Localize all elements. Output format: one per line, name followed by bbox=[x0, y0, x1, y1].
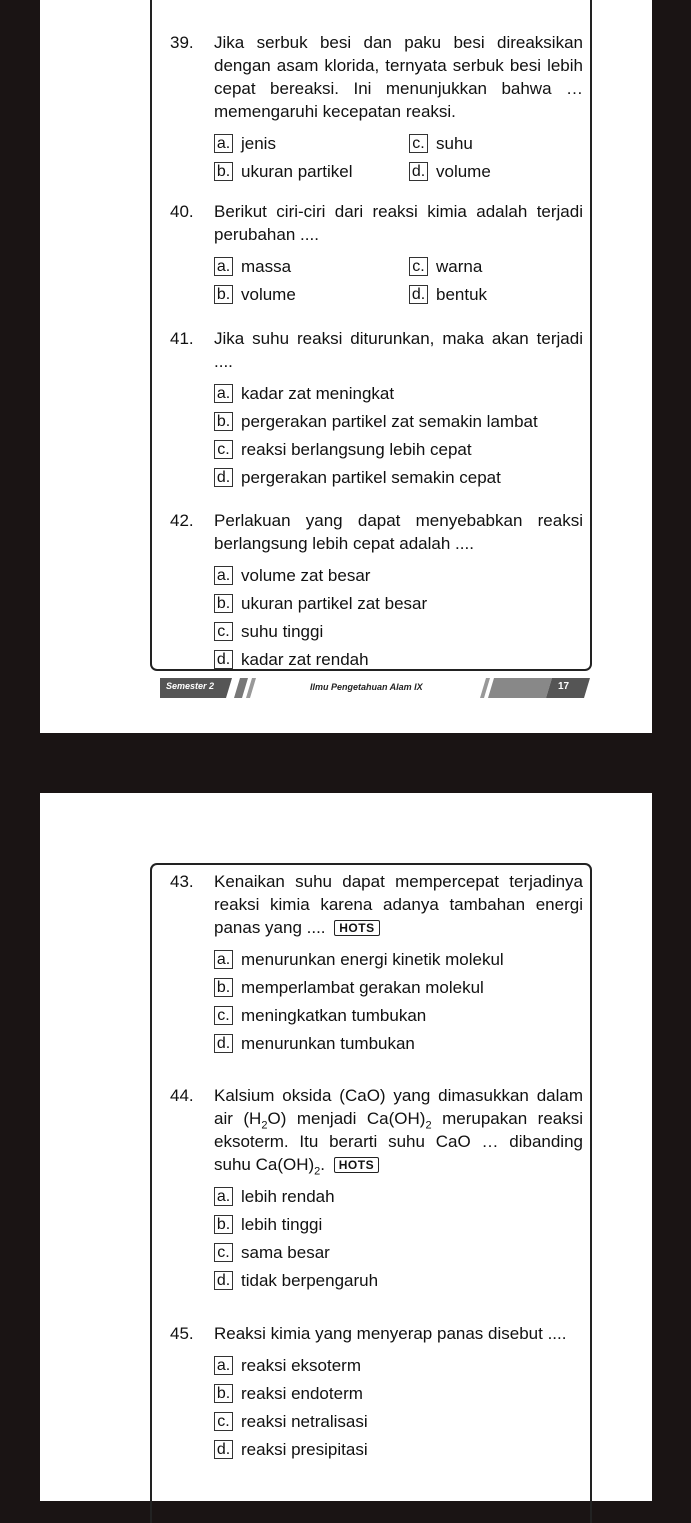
option-text: volume bbox=[436, 161, 491, 181]
question-text: Jika suhu reaksi diturunkan, maka akan terjadi .... bbox=[214, 329, 583, 371]
question-number: 45. bbox=[170, 1324, 194, 1343]
question-text bbox=[214, 1084, 583, 1176]
option-c[interactable] bbox=[214, 620, 323, 643]
text-part: merupakan reaksi eksoterm. Itu berarti suhu CaO … dibanding suhu Ca(OH) bbox=[214, 1109, 584, 1174]
option-a[interactable] bbox=[214, 948, 504, 971]
option-d[interactable] bbox=[214, 648, 369, 671]
option-letter: d. bbox=[409, 162, 428, 181]
option-text: reaksi endoterm bbox=[241, 1383, 363, 1403]
option-b[interactable] bbox=[214, 1213, 322, 1236]
option-letter: d. bbox=[214, 1271, 233, 1290]
option-letter: b. bbox=[214, 594, 233, 613]
option-text: reaksi netralisasi bbox=[241, 1411, 368, 1431]
option-letter: d. bbox=[214, 1034, 233, 1053]
page-number: 17 bbox=[558, 681, 570, 692]
question-number: 43. bbox=[170, 872, 194, 891]
option-letter: c. bbox=[409, 134, 428, 153]
subscript: 2 bbox=[314, 1165, 321, 1178]
option-letter: d. bbox=[214, 468, 233, 487]
option-b[interactable] bbox=[214, 592, 427, 615]
option-text: pergerakan partikel zat semakin lambat bbox=[241, 411, 538, 431]
option-text: jenis bbox=[241, 133, 276, 153]
question-text: Perlakuan yang dapat menyebabkan reaksi berlangsung lebih cepat adalah .... bbox=[214, 511, 583, 553]
page-2 bbox=[40, 793, 652, 1501]
option-text: reaksi eksoterm bbox=[241, 1355, 361, 1375]
option-text: ukuran partikel bbox=[241, 161, 353, 181]
option-text: meningkatkan tumbukan bbox=[241, 1005, 427, 1025]
question-44 bbox=[170, 1084, 583, 1294]
option-b[interactable] bbox=[214, 1382, 363, 1405]
text-part: O) menjadi Ca(OH) bbox=[267, 1109, 426, 1128]
option-b[interactable] bbox=[214, 976, 484, 999]
question-45 bbox=[170, 1322, 583, 1463]
option-text: kadar zat meningkat bbox=[241, 383, 395, 403]
option-letter: c. bbox=[409, 257, 428, 276]
question-text-body: Kenaikan suhu dapat mempercepat terjadinya reaksi kimia karena adanya tambahan energi panas yang .... bbox=[214, 872, 583, 937]
option-c[interactable] bbox=[409, 255, 482, 278]
option-text: lebih rendah bbox=[241, 1186, 335, 1206]
question-40 bbox=[170, 200, 583, 308]
question-number: 42. bbox=[170, 511, 194, 530]
option-letter: b. bbox=[214, 285, 233, 304]
option-text: memperlambat gerakan molekul bbox=[241, 977, 484, 997]
option-d[interactable] bbox=[409, 160, 491, 183]
option-letter: a. bbox=[214, 566, 233, 585]
option-text: sama besar bbox=[241, 1242, 330, 1262]
option-letter: b. bbox=[214, 1215, 233, 1234]
option-letter: a. bbox=[214, 1356, 233, 1375]
option-letter: b. bbox=[214, 1384, 233, 1403]
option-c[interactable] bbox=[214, 1241, 330, 1264]
option-letter: b. bbox=[214, 978, 233, 997]
option-text: menurunkan energi kinetik molekul bbox=[241, 949, 504, 969]
option-text: suhu tinggi bbox=[241, 621, 324, 641]
subscript: 2 bbox=[425, 1119, 432, 1132]
option-a[interactable] bbox=[214, 1185, 335, 1208]
option-letter: c. bbox=[214, 1243, 233, 1262]
option-text: ukuran partikel zat besar bbox=[241, 593, 428, 613]
option-text: warna bbox=[436, 256, 483, 276]
question-number: 39. bbox=[170, 33, 194, 52]
page-footer bbox=[160, 676, 590, 700]
option-c[interactable] bbox=[214, 438, 472, 461]
option-letter: c. bbox=[214, 622, 233, 641]
option-letter: d. bbox=[214, 650, 233, 669]
option-letter: c. bbox=[214, 1412, 233, 1431]
question-text: Reaksi kimia yang menyerap panas disebut .... bbox=[214, 1324, 567, 1343]
option-a[interactable] bbox=[214, 1354, 361, 1377]
option-letter: c. bbox=[214, 440, 233, 459]
question-41 bbox=[170, 327, 583, 491]
question-39 bbox=[170, 31, 583, 185]
option-d[interactable] bbox=[214, 1438, 368, 1461]
option-text: menurunkan tumbukan bbox=[241, 1033, 415, 1053]
option-a[interactable] bbox=[214, 564, 370, 587]
option-b[interactable] bbox=[214, 283, 409, 306]
option-letter: a. bbox=[214, 384, 233, 403]
option-text: tidak berpengaruh bbox=[241, 1270, 379, 1290]
option-letter: b. bbox=[214, 412, 233, 431]
question-number: 41. bbox=[170, 329, 194, 348]
option-c[interactable] bbox=[409, 132, 473, 155]
hots-badge: HOTS bbox=[334, 920, 379, 936]
option-d[interactable] bbox=[214, 466, 501, 489]
option-d[interactable] bbox=[409, 283, 487, 306]
subject-label: Ilmu Pengetahuan Alam IX bbox=[310, 682, 423, 692]
question-43 bbox=[170, 870, 583, 1057]
option-letter: b. bbox=[214, 162, 233, 181]
option-letter: a. bbox=[214, 1187, 233, 1206]
option-letter: d. bbox=[409, 285, 428, 304]
question-text: Berikut ciri-ciri dari reaksi kimia adalah terjadi perubahan .... bbox=[214, 202, 583, 244]
option-letter: a. bbox=[214, 134, 233, 153]
option-letter: c. bbox=[214, 1006, 233, 1025]
option-a[interactable] bbox=[214, 382, 394, 405]
semester-label: Semester 2 bbox=[166, 681, 215, 691]
option-text: lebih tinggi bbox=[241, 1214, 323, 1234]
option-text: volume bbox=[241, 284, 296, 304]
option-d[interactable] bbox=[214, 1269, 378, 1292]
question-42 bbox=[170, 509, 583, 673]
option-text: kadar zat rendah bbox=[241, 649, 369, 669]
hots-badge: HOTS bbox=[334, 1157, 379, 1173]
option-text: suhu bbox=[436, 133, 473, 153]
question-text: Jika serbuk besi dan paku besi direaksikan dengan asam klorida, ternyata serbuk besi lebih cepat bereaksi. Ini menunjukkan bahwa … memengaruhi kecepatan reaksi. bbox=[214, 33, 583, 121]
subscript: 2 bbox=[261, 1119, 268, 1132]
option-c[interactable] bbox=[214, 1004, 426, 1027]
option-text: volume zat besar bbox=[241, 565, 371, 585]
option-text: reaksi berlangsung lebih cepat bbox=[241, 439, 472, 459]
option-text: pergerakan partikel semakin cepat bbox=[241, 467, 501, 487]
option-c[interactable] bbox=[214, 1410, 368, 1433]
text-part: . bbox=[320, 1155, 325, 1174]
question-text bbox=[214, 870, 583, 939]
option-b[interactable] bbox=[214, 410, 538, 433]
option-text: massa bbox=[241, 256, 292, 276]
option-d[interactable] bbox=[214, 1032, 415, 1055]
text-part: Kalsium oksida (CaO) yang dimasukkan dalam air (H bbox=[214, 1086, 583, 1128]
question-number: 44. bbox=[170, 1086, 194, 1105]
option-a[interactable] bbox=[214, 255, 409, 278]
option-letter: a. bbox=[214, 950, 233, 969]
page-1 bbox=[40, 0, 652, 733]
option-text: reaksi presipitasi bbox=[241, 1439, 368, 1459]
option-letter: d. bbox=[214, 1440, 233, 1459]
question-number: 40. bbox=[170, 202, 194, 221]
option-b[interactable] bbox=[214, 160, 409, 183]
option-a[interactable] bbox=[214, 132, 409, 155]
option-text: bentuk bbox=[436, 284, 488, 304]
option-letter: a. bbox=[214, 257, 233, 276]
